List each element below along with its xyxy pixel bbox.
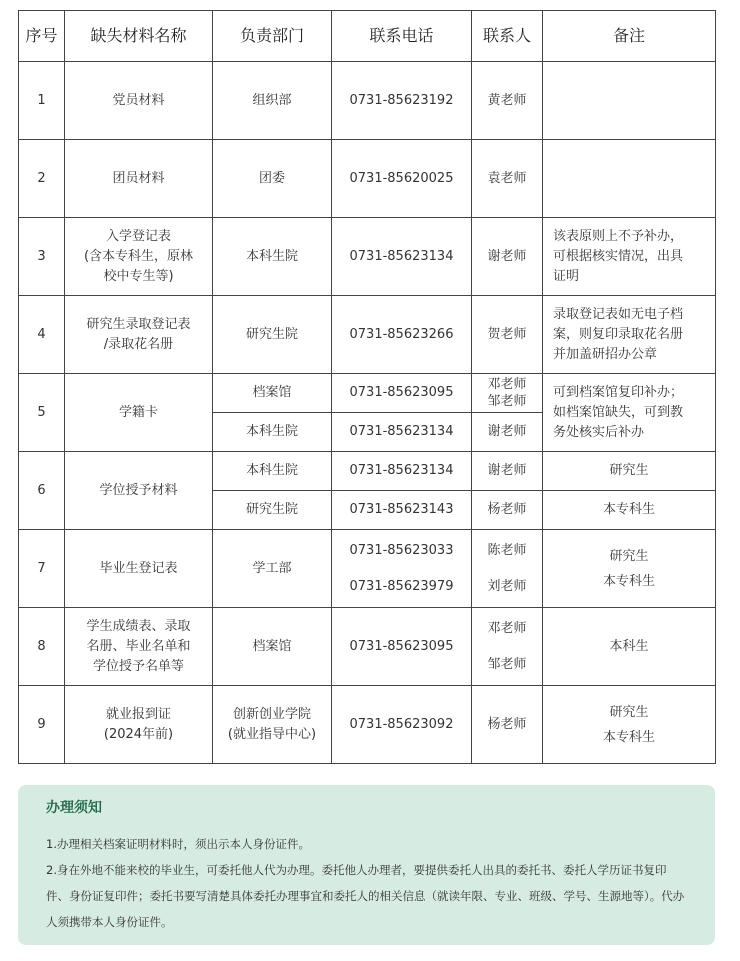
table-row bbox=[19, 374, 716, 413]
material-line: 入学登记表 bbox=[105, 228, 171, 244]
notice-item-2: 2.身在外地不能来校的毕业生，可委托他人代为办理。委托他人办理者，要提供委托人出具的委托书、委托人学历证书复印件、身份证复印件；委托书要写清楚具体委托办理事宜和委托人的相关信息（就读年限、专业、班级、学号、生源地等）。代办人须携带本人身份证件。 bbox=[46, 863, 685, 929]
cell-material: 学位授予材料 bbox=[65, 452, 213, 530]
material-line: 学生成绩表、录取 bbox=[86, 618, 191, 634]
cell-no: 2 bbox=[19, 140, 65, 218]
cell-phone: 0731-85623143 bbox=[332, 491, 472, 530]
table-row bbox=[19, 686, 716, 764]
dept-line: 创新创业学院 bbox=[232, 706, 311, 722]
cell-phone: 0731-85623092 bbox=[332, 686, 472, 764]
material-line: (2024年前) bbox=[103, 726, 174, 742]
header-note: 备注 bbox=[543, 11, 716, 62]
cell-dept: 研究生院 bbox=[213, 296, 332, 374]
table-row bbox=[19, 530, 716, 608]
cell-dept: 学工部 bbox=[213, 530, 332, 608]
cell-note bbox=[543, 218, 716, 296]
header-phone: 联系电话 bbox=[332, 11, 472, 62]
cell-contact: 杨老师 bbox=[472, 491, 543, 530]
cell-note: 本专科生 bbox=[543, 491, 716, 530]
notice-title: 办理须知 bbox=[46, 800, 102, 816]
cell-note: 研究生 bbox=[543, 452, 716, 491]
cell-dept bbox=[213, 686, 332, 764]
contact-line: 刘老师 bbox=[487, 578, 527, 594]
cell-dept: 本科生院 bbox=[213, 218, 332, 296]
material-line: (含本专科生，原林 bbox=[83, 248, 194, 264]
cell-dept: 研究生院 bbox=[213, 491, 332, 530]
cell-material: 党员材料 bbox=[65, 62, 213, 140]
cell-contact: 黄老师 bbox=[472, 62, 543, 140]
cell-phone: 0731-85623134 bbox=[332, 452, 472, 491]
cell-contact bbox=[472, 530, 543, 608]
phone-line: 0731-85623979 bbox=[349, 578, 454, 594]
note-line: 录取登记表如无电子档 bbox=[553, 306, 684, 322]
material-line: 研究生录取登记表 bbox=[86, 316, 191, 332]
material-line: 学位授予名单等 bbox=[92, 658, 184, 674]
cell-phone: 0731-85623134 bbox=[332, 218, 472, 296]
materials-table bbox=[18, 10, 716, 764]
material-line: 名册、毕业名单和 bbox=[86, 638, 191, 654]
header-no: 序号 bbox=[19, 11, 65, 62]
cell-no: 4 bbox=[19, 296, 65, 374]
material-line: /录取花名册 bbox=[103, 336, 174, 352]
table-row bbox=[19, 140, 716, 218]
cell-contact bbox=[472, 374, 543, 413]
cell-no: 3 bbox=[19, 218, 65, 296]
cell-dept: 团委 bbox=[213, 140, 332, 218]
contact-line: 邹老师 bbox=[487, 656, 527, 672]
cell-dept: 档案馆 bbox=[213, 608, 332, 686]
cell-note bbox=[543, 374, 716, 452]
cell-note: 本科生 bbox=[543, 608, 716, 686]
cell-contact: 谢老师 bbox=[472, 218, 543, 296]
contact-line: 邹老师 bbox=[487, 394, 527, 409]
note-line: 研究生 bbox=[609, 704, 649, 720]
cell-no: 5 bbox=[19, 374, 65, 452]
cell-no: 1 bbox=[19, 62, 65, 140]
cell-phone: 0731-85620025 bbox=[332, 140, 472, 218]
cell-phone bbox=[332, 530, 472, 608]
table-row bbox=[19, 218, 716, 296]
cell-material bbox=[65, 686, 213, 764]
cell-material bbox=[65, 608, 213, 686]
cell-dept: 本科生院 bbox=[213, 452, 332, 491]
cell-phone: 0731-85623192 bbox=[332, 62, 472, 140]
table-row bbox=[19, 62, 716, 140]
table-row bbox=[19, 296, 716, 374]
notice-panel bbox=[18, 785, 715, 945]
notice-item-1: 1.办理相关档案证明材料时，须出示本人身份证件。 bbox=[46, 837, 310, 851]
note-line: 务处核实后补办 bbox=[553, 424, 645, 440]
cell-note bbox=[543, 62, 716, 140]
cell-note bbox=[543, 530, 716, 608]
cell-note bbox=[543, 296, 716, 374]
note-line: 该表原则上不予补办， bbox=[553, 228, 684, 244]
material-line: 校中专生等) bbox=[103, 268, 174, 284]
cell-phone: 0731-85623134 bbox=[332, 413, 472, 452]
material-line: 就业报到证 bbox=[105, 706, 171, 722]
note-line: 本专科生 bbox=[602, 729, 655, 745]
cell-material: 学籍卡 bbox=[65, 374, 213, 452]
cell-phone: 0731-85623095 bbox=[332, 374, 472, 413]
cell-note bbox=[543, 686, 716, 764]
header-material: 缺失材料名称 bbox=[65, 11, 213, 62]
cell-dept: 组织部 bbox=[213, 62, 332, 140]
note-line: 本专科生 bbox=[602, 573, 655, 589]
cell-contact: 袁老师 bbox=[472, 140, 543, 218]
cell-contact: 谢老师 bbox=[472, 413, 543, 452]
cell-material bbox=[65, 218, 213, 296]
phone-line: 0731-85623033 bbox=[349, 542, 454, 558]
header-contact: 联系人 bbox=[472, 11, 543, 62]
note-line: 并加盖研招办公章 bbox=[553, 346, 658, 362]
note-line: 可根据核实情况，出具 bbox=[553, 248, 684, 264]
cell-material: 团员材料 bbox=[65, 140, 213, 218]
table-row bbox=[19, 608, 716, 686]
cell-contact: 贺老师 bbox=[472, 296, 543, 374]
cell-no: 6 bbox=[19, 452, 65, 530]
cell-phone: 0731-85623266 bbox=[332, 296, 472, 374]
cell-note bbox=[543, 140, 716, 218]
note-line: 案，则复印录取花名册 bbox=[553, 326, 684, 342]
cell-no: 8 bbox=[19, 608, 65, 686]
table-header-row bbox=[19, 11, 716, 62]
header-dept: 负责部门 bbox=[213, 11, 332, 62]
cell-contact bbox=[472, 608, 543, 686]
cell-contact: 杨老师 bbox=[472, 686, 543, 764]
note-line: 证明 bbox=[553, 268, 580, 284]
cell-no: 7 bbox=[19, 530, 65, 608]
cell-dept: 档案馆 bbox=[213, 374, 332, 413]
note-line: 如档案馆缺失，可到教 bbox=[553, 404, 684, 420]
cell-dept: 本科生院 bbox=[213, 413, 332, 452]
note-line: 可到档案馆复印补办； bbox=[553, 384, 684, 400]
contact-line: 邓老师 bbox=[487, 377, 527, 392]
dept-line: (就业指导中心) bbox=[227, 726, 317, 742]
table-row bbox=[19, 452, 716, 491]
contact-line: 邓老师 bbox=[487, 620, 527, 636]
cell-material: 毕业生登记表 bbox=[65, 530, 213, 608]
cell-material bbox=[65, 296, 213, 374]
cell-no: 9 bbox=[19, 686, 65, 764]
cell-phone: 0731-85623095 bbox=[332, 608, 472, 686]
cell-contact: 谢老师 bbox=[472, 452, 543, 491]
note-line: 研究生 bbox=[609, 548, 649, 564]
contact-line: 陈老师 bbox=[487, 542, 527, 558]
